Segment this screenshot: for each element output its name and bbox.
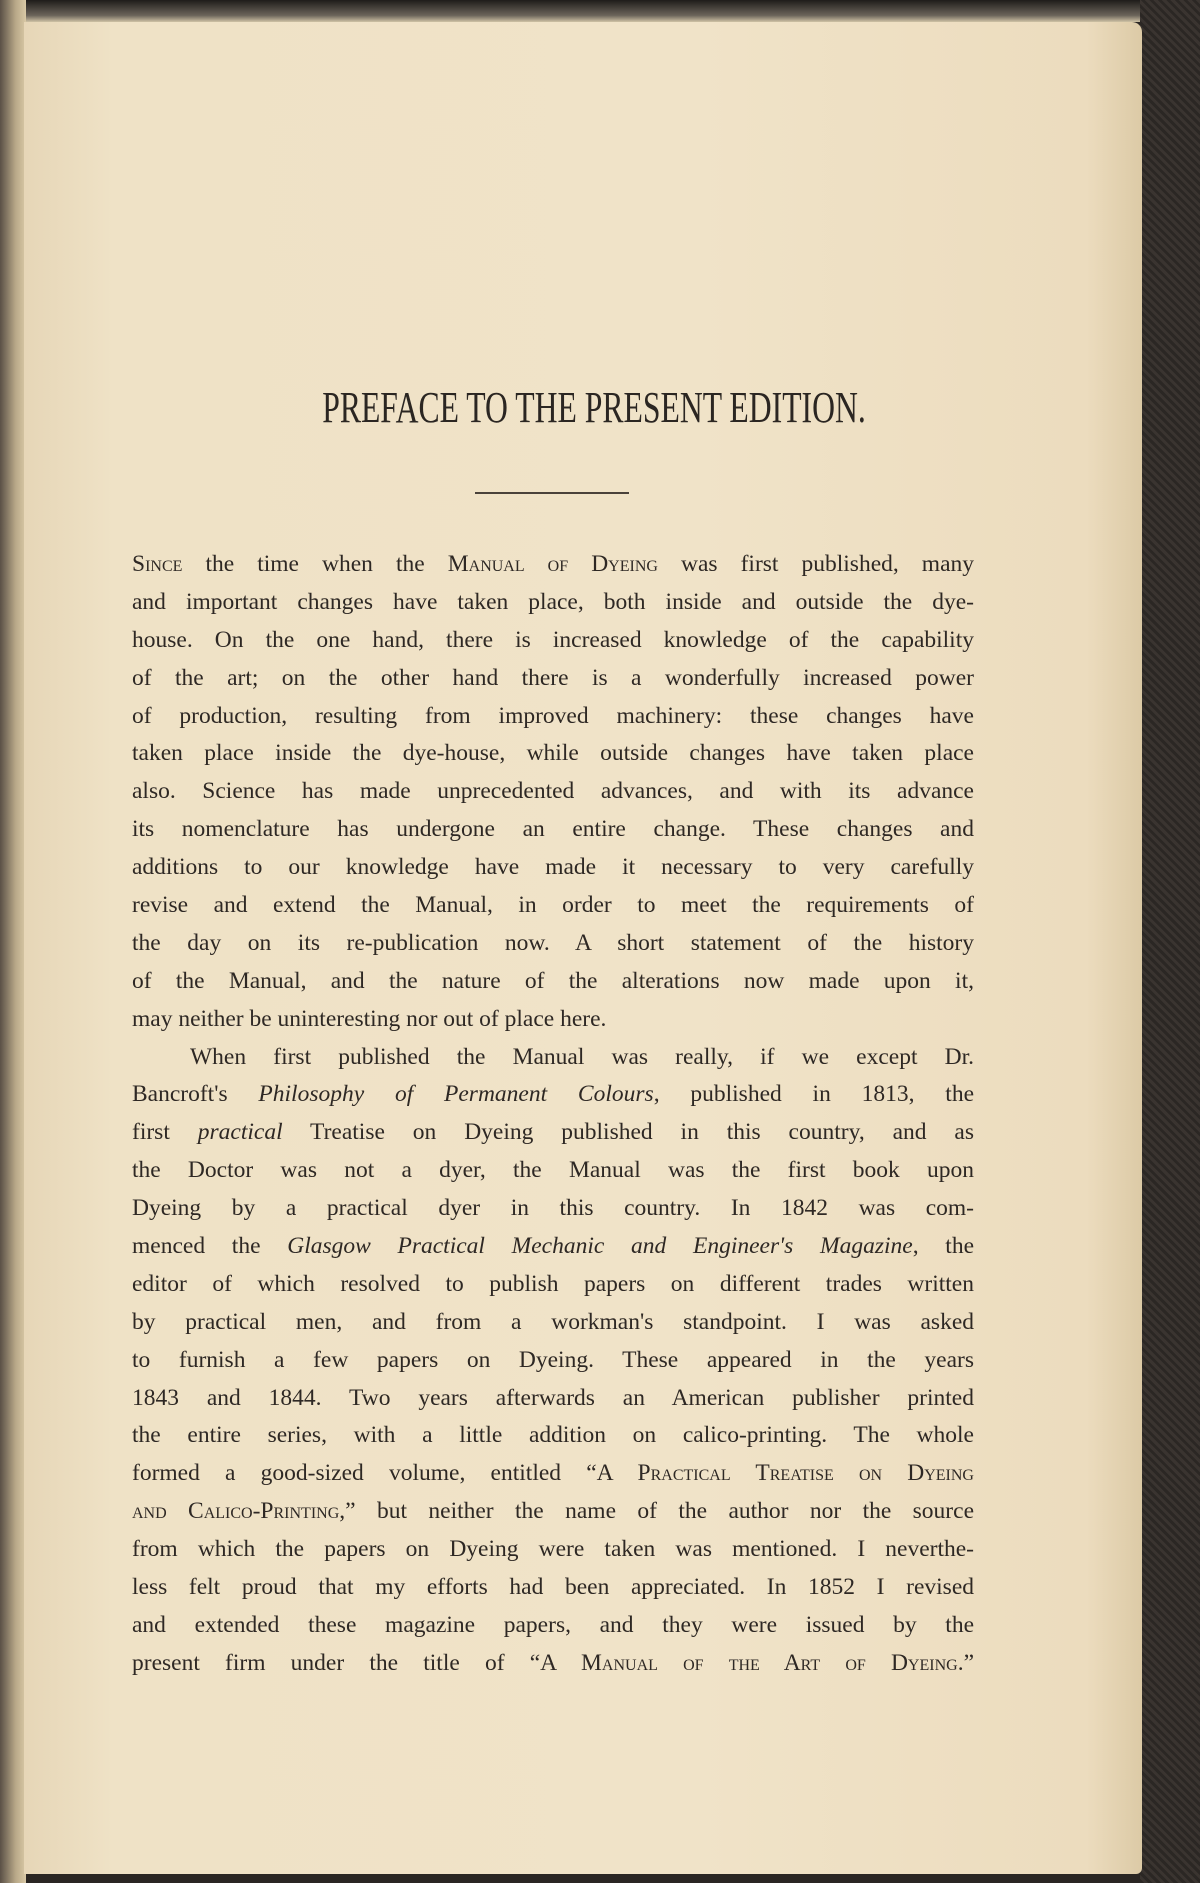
text-segment: also. Science has made unprecedented advances, and with its advance [132,778,974,805]
text-line [132,1039,974,1077]
text-segment: formed a good-sized volume, entitled “A [132,1460,638,1487]
book-binding [1140,0,1200,1883]
small-caps-text: and Calico-Printing [132,1498,340,1525]
text-segment: Treatise on Dyeing published in this country, and as [282,1119,974,1146]
text-segment: to furnish a few papers on Dyeing. These appeared in the years [132,1346,974,1373]
text-line [132,811,974,849]
text-line [132,773,974,811]
text-segment: menced the [132,1233,288,1260]
italic-text: Glasgow Practical Mechanic and Engineer's Magazine [287,1233,913,1260]
text-segment: the day on its re-publication now. A short statement of the history [132,929,974,956]
text-line [132,849,974,887]
small-caps-text: Manual of Dyeing [447,551,658,577]
text-segment: less felt proud that my efforts had been appreciated. In 1852 I revised [132,1574,974,1601]
text-segment: by practical men, and from a workman's standpoint. I was asked [132,1308,974,1335]
text-segment: of production, resulting from improved machinery: these changes have [132,702,974,729]
text-line [132,1607,974,1645]
text-line [132,1001,974,1039]
text-segment: When first published the Manual was really, if we except Dr. [190,1043,974,1070]
text-segment: house. On the one hand, there is increased knowledge of the capability [132,626,974,653]
text-line [132,1076,974,1114]
text-segment: additions to our knowledge have made it necessary to very carefully [132,854,974,881]
text-line [132,1455,974,1493]
text-line [132,622,974,660]
text-segment: from which the papers on Dyeing were taken was mentioned. I neverthe- [132,1536,974,1563]
body-text [132,546,974,1683]
text-line [132,698,974,736]
text-segment: Dyeing by a practical dyer in this country. In 1842 was com- [132,1195,974,1222]
title-divider [475,492,629,494]
text-segment: present firm under the title of “A [132,1649,582,1676]
text-segment: editor of which resolved to publish papers on different trades written [132,1270,974,1297]
text-line [132,1190,974,1228]
text-line [132,925,974,963]
text-segment: Bancroft's [132,1081,259,1108]
text-line [132,1152,974,1190]
text-line [132,1645,974,1683]
italic-text: Philosophy of Permanent Colours [258,1081,654,1108]
text-segment: , published in 1813, the [653,1081,975,1108]
text-segment: of the Manual, and the nature of the alterations now made upon it, [132,967,974,994]
text-segment: .” [957,1649,975,1676]
text-segment: the Doctor was not a dyer, the Manual was the first book upon [132,1157,974,1184]
text-segment: ,” but neither the name of the author nor the source [339,1498,974,1525]
text-line [132,1531,974,1569]
small-caps-text: Manual of the Art of Dyeing [581,1649,958,1676]
text-line [132,1342,974,1380]
text-line [132,1417,974,1455]
text-line [132,963,974,1001]
text-line [132,660,974,698]
small-caps-text: Practical Treatise on Dyeing [637,1460,974,1487]
text-line [132,1380,974,1418]
text-segment: 1843 and 1844. Two years afterwards an American publisher printed [132,1384,974,1411]
text-line [132,1493,974,1531]
page-title [322,382,866,433]
small-caps-text: Since [132,551,183,577]
text-segment: the entire series, with a little addition on calico-printing. The whole [132,1422,974,1449]
book-left-edge [0,0,26,1883]
text-line [132,1569,974,1607]
text-line [132,584,974,622]
text-line [132,546,974,584]
text-segment: may neither be uninteresting nor out of place here. [132,1005,607,1032]
text-line [132,1228,974,1266]
text-segment: , the [912,1233,975,1260]
text-segment: was first published, many [657,551,975,577]
book-top-edge [0,0,1160,22]
text-segment: and important changes have taken place, both inside and outside the dye- [132,588,974,615]
italic-text: practical [197,1119,283,1146]
page-title-text: PREFACE TO THE PRESENT EDITION. [322,383,866,432]
text-segment: of the art; on the other hand there is a wonderfully increased power [132,664,974,691]
text-line [132,1304,974,1342]
text-line [132,1114,974,1152]
text-segment: first [132,1119,198,1146]
text-segment: and extended these magazine papers, and they were issued by the [132,1611,974,1638]
text-segment: its nomenclature has undergone an entire change. These changes and [132,816,974,843]
text-line [132,735,974,773]
text-line [132,887,974,925]
text-segment: taken place inside the dye-house, while outside changes have taken place [132,740,974,767]
text-segment: the time when the [182,551,448,577]
text-line [132,1266,974,1304]
text-segment: revise and extend the Manual, in order to meet the requirements of [132,892,974,919]
